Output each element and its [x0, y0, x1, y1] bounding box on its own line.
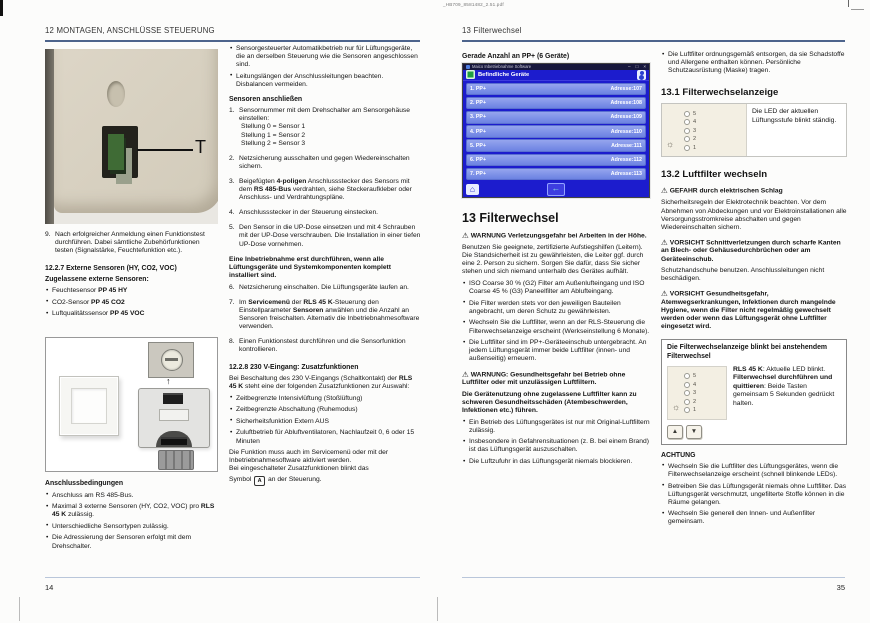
list-item: • Luftqualitätssensor PP 45 VOC: [45, 310, 218, 318]
device-address: Adresse:113: [610, 171, 642, 178]
led-dot: [684, 390, 690, 396]
led-level: [684, 118, 746, 127]
device-address: Adresse:110: [610, 128, 642, 135]
paragraph: Bei eingeschalteter Zusatzfunktionen blinkt das: [229, 465, 369, 473]
step-number: 8.: [229, 338, 235, 346]
list-item: • Sensorgesteuerter Automatikbetrieb nur für Lüftungsgeräte, die an derselben Steuerung wie die Sensoren angeschlossen sind.: [229, 45, 421, 69]
plug-connector: [158, 450, 194, 470]
led-number: 1: [693, 145, 697, 151]
blink-icon: ☼: [666, 139, 675, 150]
section-heading: 12.2.8 230 V-Eingang: Zusatzfunktionen: [229, 363, 359, 371]
device-address: Adresse:112: [610, 156, 642, 163]
sensor-terminal-arc: [156, 431, 192, 447]
list-item: • Sicherheitsfunktion Extern AUS: [229, 418, 421, 426]
device-row[interactable]: [466, 83, 646, 96]
led-number: 2: [693, 398, 697, 405]
device-label: 5. PP+: [470, 142, 487, 149]
step-text: Anschlussstecker in der Steuerung einstecken.: [239, 209, 379, 217]
user-icon[interactable]: [637, 70, 646, 80]
list-item: • CO2-Sensor PP 45 CO2: [45, 299, 218, 307]
numbered-step: [229, 299, 421, 335]
note-box-text: RLS 45 K: Aktuelle LED blinkt. Filterwechsel durchführen und quittieren: Beide Tasten gemeinsam 5 Sekunden gedrückt halten.: [733, 365, 835, 407]
right-page-column-2: [661, 51, 847, 530]
list-item: • ISO Coarse 30 % (G2) Filter am Außenlufteingang und ISO Coarse 45 % (G3) Paneelfilter am Ablufteingang.: [462, 280, 650, 296]
warning-icon: ⚠: [661, 289, 668, 299]
step-number: 2.: [229, 154, 235, 162]
numbered-step: [45, 231, 218, 259]
device-list: [463, 81, 649, 197]
device-address: Adresse:107: [610, 85, 642, 92]
led-level: [684, 144, 746, 153]
window-header-title: Befindliche Geräte: [478, 71, 530, 78]
device-label: 6. PP+: [470, 156, 487, 163]
back-button[interactable]: ←: [547, 183, 565, 196]
device-label: 7. PP+: [470, 171, 487, 178]
device-row[interactable]: [466, 97, 646, 110]
attention-heading: ACHTUNG: [661, 451, 696, 459]
step-text: Den Sensor in die UP-Dose einsetzen und mit 4 Schrauben mit der UP-Dose verschrauben. Die Installation in einer tiefen UP-Dose vornehmen.: [239, 224, 421, 248]
led-dot: [684, 382, 690, 388]
terminal-slot: [102, 126, 138, 178]
left-page-header: 12 MONTAGEN, ANSCHLÜSSE STEUERUNG: [45, 26, 215, 35]
device-row[interactable]: [466, 125, 646, 138]
led-dot: [684, 407, 690, 413]
numbered-step: [229, 284, 421, 296]
crop-mark: [848, 0, 849, 7]
figure-caption: Die LED der aktuellen Lüftungsstufe blinkt ständig.: [752, 108, 837, 124]
list-item: • Ein Betrieb des Lüftungsgerätes ist nur mit Original-Luftfiltern zulässig.: [462, 419, 650, 435]
up-arrow-button-image: ▲: [667, 425, 683, 439]
callout-label-T: T: [195, 137, 206, 157]
sensor-back-view: [138, 388, 210, 448]
step-text: Netzsicherung einschalten. Die Lüftungsgeräte laufen an.: [239, 283, 409, 291]
footer-rule: [45, 577, 420, 578]
controller-photo: [45, 49, 218, 224]
step-number: 7.: [229, 298, 235, 306]
step-text: Beigefügten 4-poligen Anschlussstecker des Sensors mit dem RS 485-Bus verdrahten, siehe Steckeraufkleber oder Anschluss- und Verdrahtungspläne.: [239, 177, 412, 202]
crop-mark: [0, 0, 3, 16]
auto-mode-symbol-icon: A: [254, 476, 265, 486]
step-text: Nach erfolgreicher Anmeldung einen Funktionstest durchführen. Dabei sämtliche Zubehörfunktionen testen (Signalstärke, Feuchtefunktion etc.).: [55, 231, 205, 255]
device-label: 1. PP+: [470, 85, 487, 92]
list-item: • Zeitbegrenzte Intensivlüftung (Stoßlüftung): [229, 395, 421, 403]
led-number: 2: [693, 136, 697, 143]
step-text: Sensornummer mit dem Drehschalter am Sensorgehäuse einstellen: Stellung 0 = Sensor 1 Stellung 1 = Sensor 2 Stellung 2 = Sensor 3: [239, 107, 421, 148]
numbered-step: [229, 338, 421, 358]
sensor-illustration: [45, 337, 218, 472]
device-label: 2. PP+: [470, 100, 487, 107]
sub-bullet: Stellung 0 = Sensor 1: [241, 123, 306, 131]
crop-mark: [851, 9, 864, 10]
figure-caption: Gerade Anzahl an PP+ (6 Geräte): [462, 53, 570, 60]
led-number: 5: [693, 110, 697, 117]
list-item: • Wechseln Sie die Luftfilter, wenn an der RLS-Steuerung die Filterwechselanzeige erscheint (Werkseinstellung 6 Monate).: [462, 319, 650, 335]
led-number: 4: [693, 119, 697, 126]
device-row[interactable]: [466, 168, 646, 181]
step-text: Einen Funktionstest durchführen und die Sensorfunktion kontrollieren.: [239, 338, 406, 354]
device-address: Adresse:111: [611, 142, 642, 149]
warning-icon: ⚠: [462, 231, 469, 240]
pdf-filename: _HB709_8581482_2.51.pdf: [443, 2, 504, 7]
section-heading: 12.2.7 Externe Sensoren (HY, CO2, VOC): [45, 264, 177, 272]
left-page-column-1: [45, 49, 218, 554]
led-level: [684, 109, 746, 118]
led-number: 3: [693, 127, 697, 134]
left-page-column-2: [229, 45, 421, 490]
app-window-screenshot: [462, 63, 650, 198]
sensor-cover-inner: [71, 388, 107, 424]
warning-icon: ⚠: [661, 186, 668, 196]
led-dot: [684, 136, 690, 142]
list-item: • Zeitbegrenzte Abschaltung (Ruhemodus): [229, 406, 421, 414]
pcb-connector: [108, 134, 124, 170]
led-number: 5: [693, 372, 697, 379]
section-heading: Anschlussbedingungen: [45, 480, 124, 488]
footer-rule: [462, 577, 845, 578]
list-item: • Insbesondere in Gefahrensituationen (z. B. bei einem Brand) ist das Lüftungsgerät auszuschalten.: [462, 438, 650, 454]
warning-title: ⚠ WARNUNG: Gesundheitsgefahr bei Betrieb ohne Luftfilter oder mit unzulässigen Luftfiltern.: [462, 369, 626, 387]
paragraph: Bei Beschaltung des 230 V-Eingangs (Schaltkontakt) der RLS 45 K steht eine der folgenden Zusatzfunktionen zur Auswahl:: [229, 374, 413, 391]
numbered-step: [229, 224, 421, 252]
device-address: Adresse:109: [610, 114, 642, 121]
step-number: 1.: [229, 107, 235, 115]
header-rule: [45, 40, 420, 42]
callout-line: [137, 149, 193, 151]
section-subheading: Zugelassene externe Sensoren:: [45, 275, 149, 283]
list-item: • Maximal 3 externe Sensoren (HY, CO2, VOC) pro RLS 45 K zulässig.: [45, 503, 218, 519]
led-dot: [684, 373, 690, 379]
caution-body: Schutzhandschuhe benutzen. Anschlussleitungen nicht beschädigen.: [661, 267, 825, 283]
warning-icon: ⚠: [661, 237, 668, 247]
right-page-column-1: [462, 51, 650, 470]
led-number: 1: [693, 407, 697, 414]
important-note: Eine Inbetriebnahme erst durchführen, wenn alle Lüftungsgeräte und Systemkomponenten komplett installiert sind.: [229, 255, 391, 279]
warning-icon: ⚠: [462, 369, 469, 379]
device-row[interactable]: [466, 154, 646, 167]
numbered-step: [229, 178, 421, 206]
step-number: 3.: [229, 177, 235, 185]
led-indicator-figure: [661, 103, 847, 157]
list-item: • Wechseln Sie generell den Innen- und Außenfilter gemeinsam.: [661, 510, 847, 526]
filter-change-note-box: [661, 339, 847, 444]
symbol-post-text: an der Steuerung.: [268, 475, 322, 483]
list-item: • Betreiben Sie das Lüftungsgerät niemals ohne Luftfilter. Das Lüftungsgerät verschmutzt, ungefilterte Stoffe können in die Räume gelangen.: [661, 483, 847, 507]
section-heading: Sensoren anschließen: [229, 96, 303, 104]
device-label: 4. PP+: [470, 128, 487, 135]
note-box-title: Die Filterwechselanzeige blinkt bei anstehendem Filterwechsel: [667, 344, 828, 361]
led-dot: [684, 128, 690, 134]
step-number: 4.: [229, 209, 235, 217]
list-item: • Die Filter werden stets vor den jeweiligen Bauteilen angebracht, um deren Schutz zu gewährleisten.: [462, 300, 650, 316]
minimize-button[interactable]: –: [627, 64, 631, 70]
blink-icon: ☼: [672, 401, 681, 412]
up-arrow-icon: ↑: [166, 376, 171, 387]
rotary-switch-inset: [148, 342, 194, 378]
step-text: Netzsicherung ausschalten und gegen Wiedereinschalten sichern.: [239, 154, 410, 170]
symbol-pre-text: Symbol: [229, 475, 252, 483]
led-number: 3: [693, 390, 697, 397]
page-number: 14: [45, 583, 54, 592]
devices-icon: [466, 70, 475, 79]
list-item: • Die Luftzufuhr in das Lüftungsgerät niemals blockieren.: [462, 458, 650, 466]
sensor-front-cover: [59, 376, 119, 436]
note-box-figure: [667, 366, 727, 439]
led-number: 4: [693, 381, 697, 388]
danger-title: ⚠ GEFAHR durch elektrischen Schlag: [661, 186, 783, 196]
device-row[interactable]: [466, 111, 646, 124]
list-item: • Die Luftfilter ordnungsgemäß entsorgen, da sie Schadstoffe und Allergene enthalten können. Persönliche Schutzausrüstung (Maske) tragen.: [661, 51, 847, 75]
warning-title: ⚠ WARNUNG Verletzungsgefahr bei Arbeiten in der Höhe.: [462, 231, 647, 240]
down-arrow-button-image: ▼: [686, 425, 702, 439]
numbered-step: [229, 209, 421, 221]
led-dot: [684, 111, 690, 117]
home-button[interactable]: ⌂: [466, 184, 479, 195]
list-item: • Zuluftbetrieb für Abluftventilatoren, Nachlaufzeit 0, 6 oder 15 Minuten: [229, 429, 421, 445]
danger-body: Sicherheitsregeln der Elektrotechnik beachten. Vor dem Abnehmen von Abdeckungen und vor Elektroinstallationen alle Versorgungsstromkreise abschalten und gegen Wiedereinschalten sichern.: [661, 199, 847, 231]
list-item: • Feuchtesensor PP 45 HY: [45, 287, 218, 295]
step-number: 6.: [229, 283, 235, 291]
warning-body: Benutzen Sie geeignete, zertifizierte Aufstiegshilfen (Leitern). Die Standsicherheit ist zu gewährleisten, die Leiter ggf. durch eine 2. Person zu sichern. Sorgen Sie dafür, dass Sie sicher stehen und sich niemand unterhalb des Gerätes aufhält.: [462, 244, 644, 276]
caution-title: ⚠ VORSICHT Schnittverletzungen durch scharfe Kanten an Blech- oder Gehäusedurchbrüchen oder am Geräteeinschub.: [661, 237, 841, 263]
photo-shadow: [45, 49, 54, 224]
led-panel-image: [667, 366, 727, 420]
sub-bullet: Stellung 2 = Sensor 3: [241, 139, 306, 147]
list-item: • Die Adressierung der Sensoren erfolgt mit dem Drehschalter.: [45, 534, 218, 550]
led-panel-image: [662, 104, 747, 156]
list-item: • Leitungslängen der Anschlussleitungen beachten. Disbalancen vermeiden.: [229, 73, 421, 89]
rotary-dial: [161, 349, 183, 371]
page-number: 35: [836, 583, 845, 592]
device-label: 3. PP+: [470, 114, 487, 121]
chapter-heading: 13 Filterwechsel: [462, 211, 559, 225]
list-item: • Wechseln Sie die Luftfilter des Lüftungsgerätes, wenn die Filterwechselanzeige erscheint (schnell blinkende LEDs).: [661, 463, 847, 479]
device-row[interactable]: [466, 139, 646, 152]
section-heading: 13.1 Filterwechselanzeige: [661, 87, 779, 99]
sensor-label: [159, 409, 189, 421]
led-dot: [684, 119, 690, 125]
crop-mark: [437, 597, 438, 621]
led-level: [684, 135, 746, 144]
paragraph: Die Funktion muss auch im Servicemenü oder mit der Inbetriebnahmesoftware aktiviert werden.: [229, 449, 389, 465]
numbered-step: [229, 107, 421, 151]
housing-hole: [107, 81, 125, 107]
maximize-button[interactable]: □: [635, 64, 639, 70]
step-number: 5.: [229, 224, 235, 232]
sensor-connector: [163, 393, 183, 404]
device-address: Adresse:108: [610, 100, 642, 107]
close-button[interactable]: ×: [643, 64, 646, 70]
right-page-header: 13 Filterwechsel: [462, 26, 522, 35]
app-icon: [466, 65, 470, 69]
header-rule: [462, 40, 845, 42]
step-text: Im Servicemenü der RLS 45 K-Steuerung den Einstellparameter Sensoren anwählen und die Anzahl an Sensoren freischalten. Alternativ die Inbetriebnahmesoftware verwenden.: [239, 298, 420, 330]
list-item: • Die Luftfilter sind im PP+-Geräteeinschub untergebracht. An jedem Lüftungsgerät immer beide Luftfilter (innen- und außenseitig) erneuern.: [462, 339, 650, 363]
crop-mark: [19, 597, 20, 621]
sub-bullet: Stellung 1 = Sensor 2: [241, 131, 306, 139]
warning-body: Die Gerätenutzung ohne zugelassene Luftfilter kann zu schweren Gesundheitsschäden (Atembeschwerden, Infektionen etc.) führen.: [462, 390, 637, 414]
led-level: [684, 127, 746, 136]
symbol-line: [229, 476, 421, 487]
led-dot: [684, 145, 690, 151]
section-heading: 13.2 Luftfilter wechseln: [661, 169, 768, 181]
caution-title: ⚠ VORSICHT Gesundheitsgefahr, Atemwegserkrankungen, Infektionen durch mangelnde Hygiene, wenn die Filter nicht regelmäßig gewechselt werden oder wenn das Lüftungsgerät ohne Luftfilter eingesetzt wird.: [661, 289, 836, 331]
list-item: • Unterschiedliche Sensortypen zulässig.: [45, 523, 218, 531]
sensor-terminal: [161, 437, 187, 445]
window-header-bar: [463, 70, 649, 81]
led-dot: [684, 399, 690, 405]
window-footer-bar: [466, 182, 646, 197]
list-item: • Anschluss am RS 485-Bus.: [45, 492, 218, 500]
window-title: Maico Inbetriebnahme Software: [472, 64, 532, 70]
numbered-step: [229, 155, 421, 175]
step-number: 9.: [45, 231, 51, 238]
